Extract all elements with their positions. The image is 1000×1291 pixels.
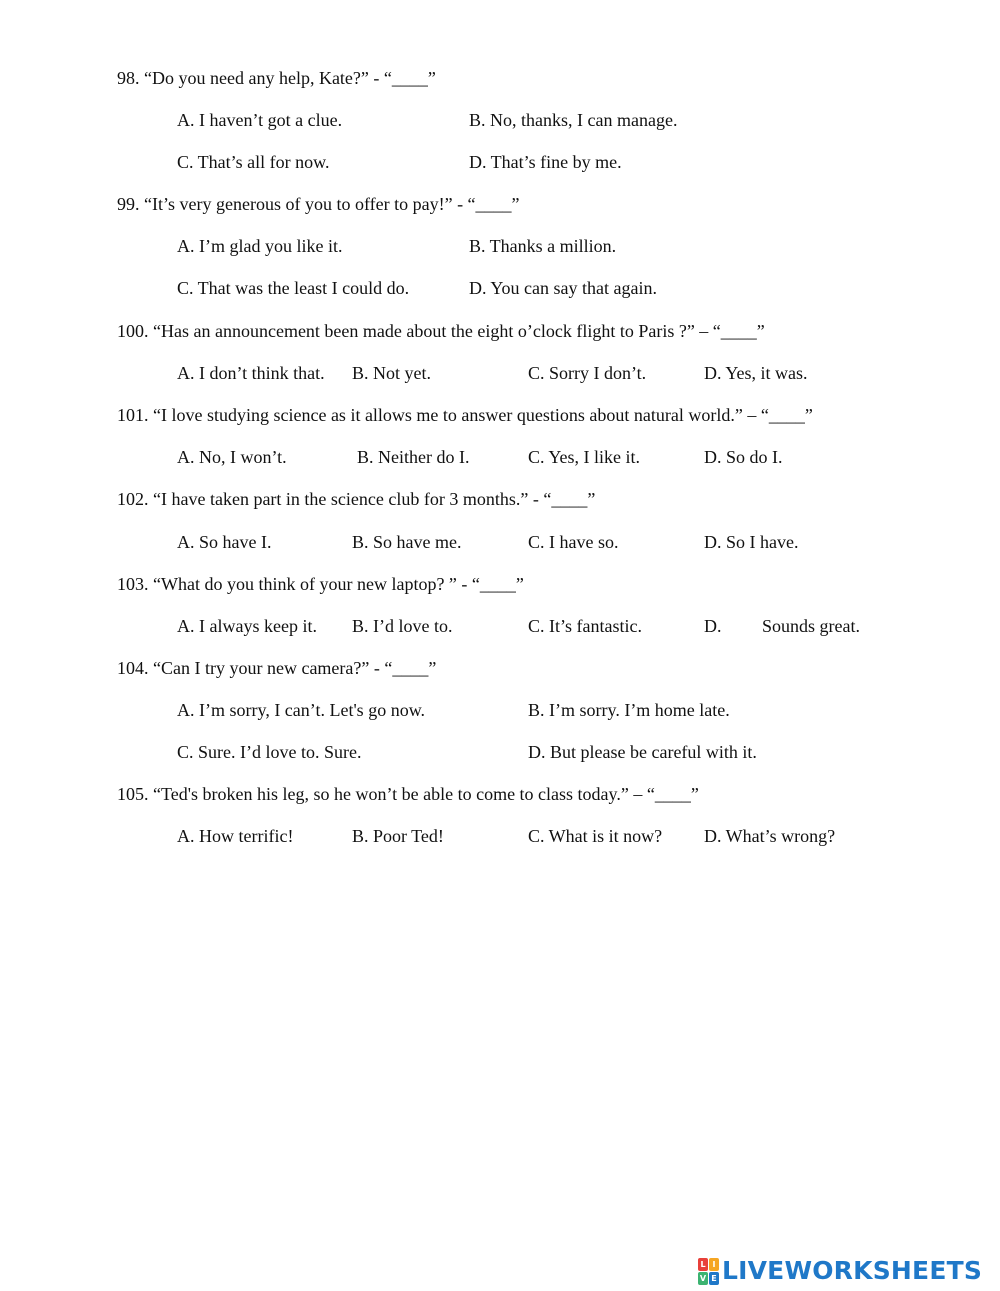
question-98-option-d: D. That’s fine by me. [469, 152, 622, 172]
question-99-option-b: B. Thanks a million. [469, 236, 617, 256]
question-104-option-c: C. Sure. I’d love to. Sure. [177, 742, 362, 762]
question-103-option-b: B. I’d love to. [352, 616, 453, 636]
question-104-option-a: A. I’m sorry, I can’t. Let's go now. [177, 700, 426, 720]
question-101-stem: 101. “I love studying science as it allows me to answer questions about natural world.” – “____” [117, 405, 813, 425]
question-102-option-d: D. So I have. [704, 532, 799, 552]
question-102-option-b: B. So have me. [352, 532, 462, 552]
logo-block-e: E [709, 1272, 719, 1285]
question-99-option-d: D. You can say that again. [469, 278, 657, 298]
question-103-option-d-letter: D. [704, 616, 722, 636]
logo-block-l: L [698, 1258, 708, 1271]
logo-text: LIVEWORKSHEETS [722, 1256, 983, 1285]
question-101-option-a: A. No, I won’t. [177, 447, 287, 467]
question-99-option-c: C. That was the least I could do. [177, 278, 410, 298]
question-105-option-c: C. What is it now? [528, 826, 663, 846]
question-103-option-d-text: Sounds great. [762, 616, 860, 636]
question-105-option-a: A. How terrific! [177, 826, 294, 846]
question-100-option-d: D. Yes, it was. [704, 363, 808, 383]
liveworksheets-logo[interactable] [698, 1256, 982, 1286]
question-105-option-d: D. What’s wrong? [704, 826, 836, 846]
logo-block-v: V [699, 1273, 707, 1283]
question-100-stem: 100. “Has an announcement been made about the eight o’clock flight to Paris ?” – “____” [117, 321, 765, 341]
question-103-option-c: C. It’s fantastic. [528, 616, 642, 636]
question-102-stem: 102. “I have taken part in the science club for 3 months.” - “____” [117, 489, 596, 509]
question-100-option-c: C. Sorry I don’t. [528, 363, 647, 383]
question-101-option-b: B. Neither do I. [357, 447, 470, 467]
question-103-option-a: A. I always keep it. [177, 616, 317, 636]
question-104-option-b: B. I’m sorry. I’m home late. [528, 700, 730, 720]
question-98-stem: 98. “Do you need any help, Kate?” - “____” [117, 68, 436, 88]
question-105-stem: 105. “Ted's broken his leg, so he won’t be able to come to class today.” – “____” [117, 784, 699, 804]
logo-blocks-icon [698, 1258, 719, 1285]
question-99-option-a: A. I’m glad you like it. [177, 236, 343, 256]
question-98-option-c: C. That’s all for now. [177, 152, 330, 172]
question-104-stem: 104. “Can I try your new camera?” - “____” [117, 658, 437, 678]
question-99-stem: 99. “It’s very generous of you to offer to pay!” - “____” [117, 194, 520, 214]
question-100-option-b: B. Not yet. [352, 363, 431, 383]
question-100-option-a: A. I don’t think that. [177, 363, 325, 383]
question-98-option-a: A. I haven’t got a clue. [177, 110, 343, 130]
question-103-stem: 103. “What do you think of your new laptop? ” - “____” [117, 574, 524, 594]
question-101-option-c: C. Yes, I like it. [528, 447, 641, 467]
question-105-option-b: B. Poor Ted! [352, 826, 444, 846]
question-104-option-d: D. But please be careful with it. [528, 742, 757, 762]
logo-block-i: I [709, 1258, 719, 1271]
question-98-option-b: B. No, thanks, I can manage. [469, 110, 678, 130]
question-102-option-c: C. I have so. [528, 532, 619, 552]
question-102-option-a: A. So have I. [177, 532, 272, 552]
question-101-option-d: D. So do I. [704, 447, 783, 467]
